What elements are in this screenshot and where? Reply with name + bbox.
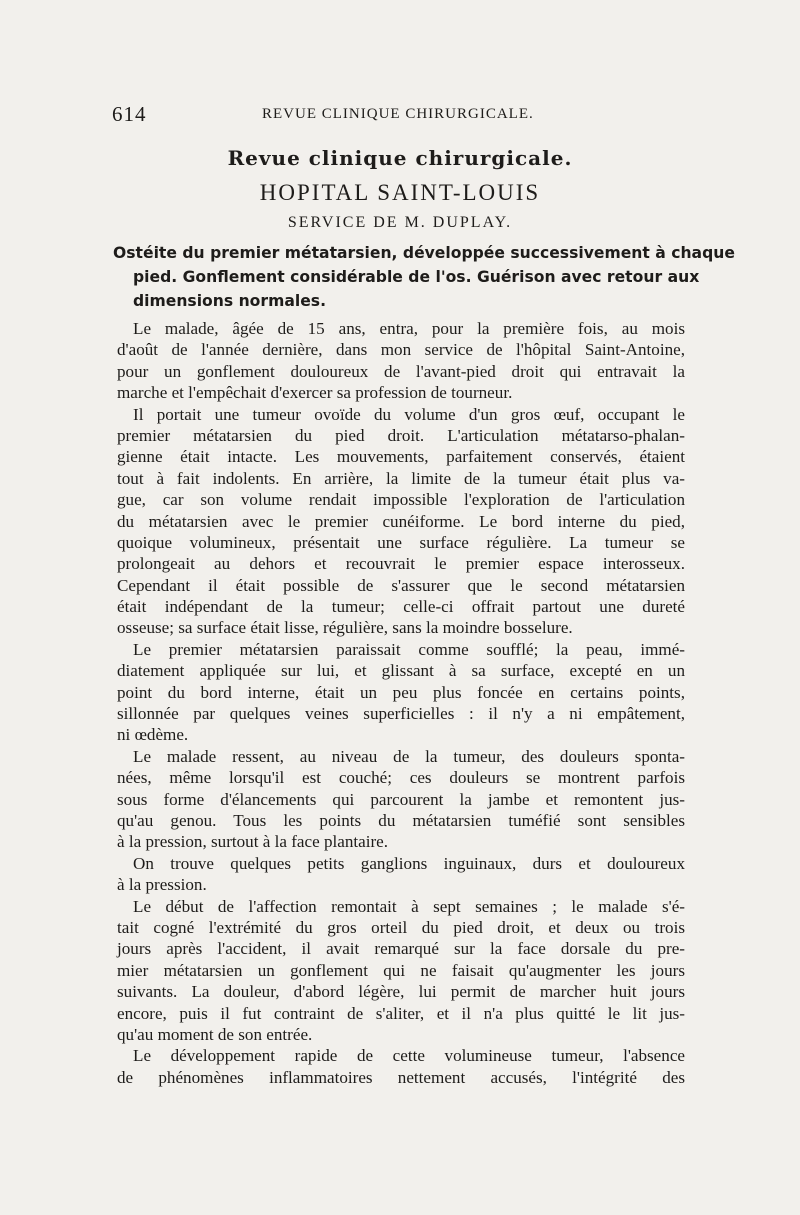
text-line: Il portait une tumeur ovoïde du volume d'un gros œuf, occupant le xyxy=(133,404,685,424)
text-line: qu'au moment de son entrée. xyxy=(117,1024,313,1044)
text-line: marche et l'empêchait d'exercer sa profession de tourneur. xyxy=(117,383,513,403)
text-line: gienne était intacte. Les mouvements, parfaitement conservés, étaient xyxy=(117,447,685,467)
hospital-name: HOPITAL SAINT-LOUIS xyxy=(259,180,541,205)
text-line: sous forme d'élancements qui parcourent la jambe et remontent jus- xyxy=(117,789,685,809)
text-line: jours après l'accident, il avait remarqué sur la face dorsale du pre- xyxy=(117,939,685,959)
text-line: nées, même lorsqu'il est couché; ces douleurs se montrent parfois xyxy=(117,768,685,788)
text-line: Le développement rapide de cette volumineuse tumeur, l'absence xyxy=(133,1046,685,1066)
text-line: tout à fait indolents. En arrière, la limite de la tumeur était plus va- xyxy=(117,468,685,488)
text-line: du métatarsien avec le premier cunéiforme. Le bord interne du pied, xyxy=(117,511,685,531)
text-line: d'août de l'année dernière, dans mon service de l'hôpital Saint-Antoine, xyxy=(117,340,685,360)
page-number: 614 xyxy=(112,102,147,126)
text-line: encore, puis il fut contraint de s'aliter, et il n'a plus quitté le lit jus- xyxy=(117,1003,685,1023)
text-line: On trouve quelques petits ganglions inguinaux, durs et douloureux xyxy=(133,853,685,873)
text-line: Le premier métatarsien paraissait comme soufflé; la peau, immé- xyxy=(133,639,685,659)
text-line: pour un gonflement douloureux de l'avant-pied droit qui entravait la xyxy=(117,361,685,381)
text-line: diatement appliquée sur lui, et glissant à sa surface, excepté en un xyxy=(117,661,685,681)
text-line: Cependant il était possible de s'assurer que le second métatarsien xyxy=(117,575,685,595)
text-line: Le malade, âgée de 15 ans, entra, pour la première fois, au mois xyxy=(133,319,685,338)
section-title: Revue clinique chirurgicale. xyxy=(227,146,573,170)
running-title: REVUE CLINIQUE CHIRURGICALE. xyxy=(262,106,534,122)
text-line: à la pression. xyxy=(117,875,207,895)
text-line: sillonnée par quelques veines superficielles : il n'y a ni empâtement, xyxy=(117,704,685,724)
service-name: SERVICE DE M. DUPLAY. xyxy=(287,214,513,231)
text-line: gue, car son volume rendait impossible l'exploration de l'articulation xyxy=(117,490,685,510)
text-line: point du bord interne, était un peu plus foncée en certains points, xyxy=(117,682,685,702)
text-line: mier métatarsien un gonflement qui ne faisait qu'augmenter les jours xyxy=(117,960,685,980)
text-line: de phénomènes inflammatoires nettement accusés, l'intégrité des xyxy=(117,1067,685,1087)
case-title-line: dimensions normales. xyxy=(133,292,326,310)
text-line: prolongeait au dehors et recouvrait le premier espace interosseux. xyxy=(117,554,685,574)
case-title-line: Ostéite du premier métatarsien, développée successivement à chaque xyxy=(113,244,735,262)
text-line: suivants. La douleur, d'abord légère, lui permit de marcher huit jours xyxy=(117,982,685,1002)
text-line: quoique volumineux, présentait une surface régulière. La tumeur se xyxy=(117,532,685,552)
case-title xyxy=(113,241,735,313)
body-text xyxy=(117,318,685,1088)
running-head xyxy=(112,102,692,126)
text-line: Le début de l'affection remontait à sept semaines ; le malade s'é- xyxy=(133,896,685,916)
text-line: osseuse; sa surface était lisse, régulière, sans la moindre bosselure. xyxy=(117,618,573,638)
text-line: qu'au genou. Tous les points du métatarsien tuméfié sont sensibles xyxy=(117,810,685,830)
text-line: premier métatarsien du pied droit. L'articulation métatarso-phalan- xyxy=(117,425,685,445)
text-line: tait cogné l'extrémité du gros orteil du pied droit, et deux ou trois xyxy=(117,917,685,937)
text-line: était indépendant de la tumeur; celle-ci offrait partout une dureté xyxy=(117,597,685,617)
text-line: à la pression, surtout à la face plantaire. xyxy=(117,832,389,852)
case-title-line: pied. Gonflement considérable de l'os. Guérison avec retour aux xyxy=(133,268,700,286)
text-line: ni œdème. xyxy=(117,725,189,745)
text-line: Le malade ressent, au niveau de la tumeur, des douleurs sponta- xyxy=(133,746,685,766)
